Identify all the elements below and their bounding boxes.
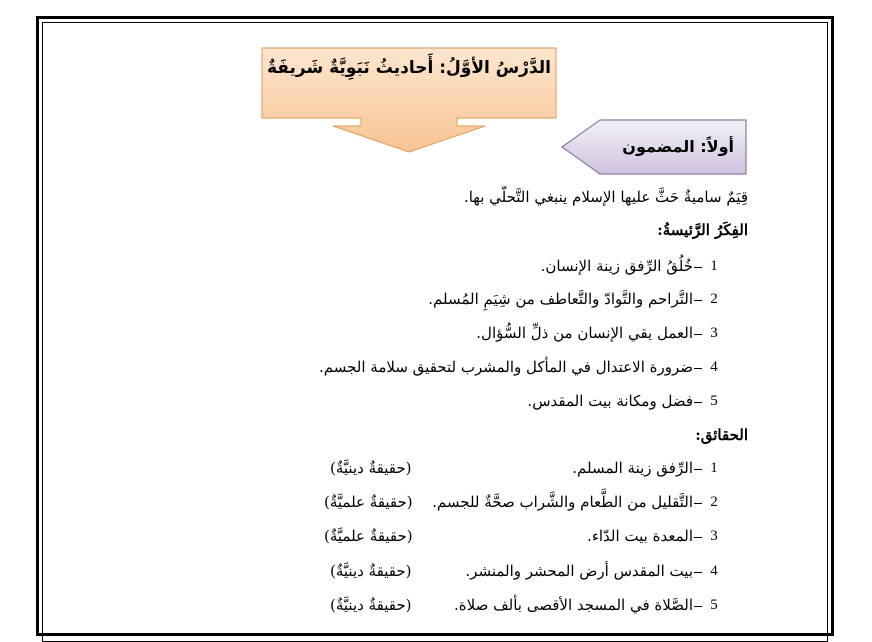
ideas-heading: الفِكَرُ الرَّئيسةُ:: [657, 221, 748, 239]
idea-number: 2: [710, 291, 718, 307]
fact-item: [432, 492, 702, 512]
dash-mark: [694, 606, 702, 607]
fact-number: 1: [710, 460, 718, 476]
idea-text: ضرورة الاعتدال في المأكل والمشرب لتحقيق سلامة الجسم.: [318, 358, 693, 376]
fact-type: (حقيقةٌ دينيَّةٌ): [330, 459, 412, 477]
idea-item: [527, 391, 702, 411]
fact-type: (حقيقةٌ دينيَّةٌ): [330, 596, 412, 614]
fact-number: 3: [710, 528, 718, 544]
dash-mark: [694, 503, 702, 504]
fact-item: [572, 458, 702, 478]
dash-mark: [694, 572, 702, 573]
fact-text: الصَّلاة في المسجد الأقصى بألف صلاة.: [454, 596, 693, 614]
fact-number: 4: [710, 563, 718, 579]
fact-type: (حقيقةٌ دينيَّةٌ): [330, 562, 412, 580]
fact-item: [465, 561, 702, 581]
fact-type: (حقيقةٌ علميَّةٌ): [324, 493, 413, 511]
idea-number: 4: [710, 359, 718, 375]
fact-item: [587, 526, 702, 546]
idea-number: 5: [710, 393, 718, 409]
dash-mark: [694, 402, 702, 403]
dash-mark: [694, 267, 702, 268]
idea-item: [541, 256, 702, 276]
idea-number: 1: [710, 258, 718, 274]
dash-mark: [694, 537, 702, 538]
idea-text: التَّراحم والتَّوادّ والتَّعاطف من شِيَمِ المُسلم.: [428, 290, 693, 308]
facts-heading: الحقائق:: [695, 426, 748, 444]
dash-mark: [694, 334, 702, 335]
fact-text: المعدة بيت الدّاء.: [587, 527, 693, 545]
dash-mark: [694, 368, 702, 369]
idea-text: خُلُقُ الرِّفق زينة الإنسان.: [540, 257, 693, 275]
fact-type: (حقيقةٌ علميَّةٌ): [324, 527, 413, 545]
idea-item: [476, 323, 702, 343]
intro-text: قِيَمٌ ساميةٌ حَثَّ عليها الإسلام ينبغي التَّحلّي بها.: [463, 188, 748, 206]
fact-text: التَّقليل من الطَّعام والشَّراب صحَّةٌ للجسم.: [432, 493, 693, 511]
lesson-title-callout: [261, 47, 557, 155]
fact-text: الرِّفق زينة المسلم.: [572, 459, 693, 477]
idea-item: [428, 289, 702, 309]
idea-text: فضل ومكانة بيت المقدس.: [527, 392, 693, 410]
dash-mark: [694, 469, 702, 470]
fact-text: بيت المقدس أرض المحشر والمنشر.: [465, 562, 693, 580]
fact-number: 5: [710, 597, 718, 613]
lesson-title: الدَّرْسُ الأوَّلُ: أَحاديثُ نَبَوِيَّةٌ شَريفَةٌ: [266, 58, 551, 78]
section-tag: [560, 118, 750, 176]
fact-item: [454, 595, 702, 615]
idea-text: العمل يقي الإنسان من ذلِّ السُّؤال.: [476, 324, 693, 342]
idea-number: 3: [710, 325, 718, 341]
idea-item: [319, 357, 702, 377]
fact-number: 2: [710, 494, 718, 510]
section-title: أولاً: المضمون: [622, 137, 734, 156]
dash-mark: [694, 300, 702, 301]
